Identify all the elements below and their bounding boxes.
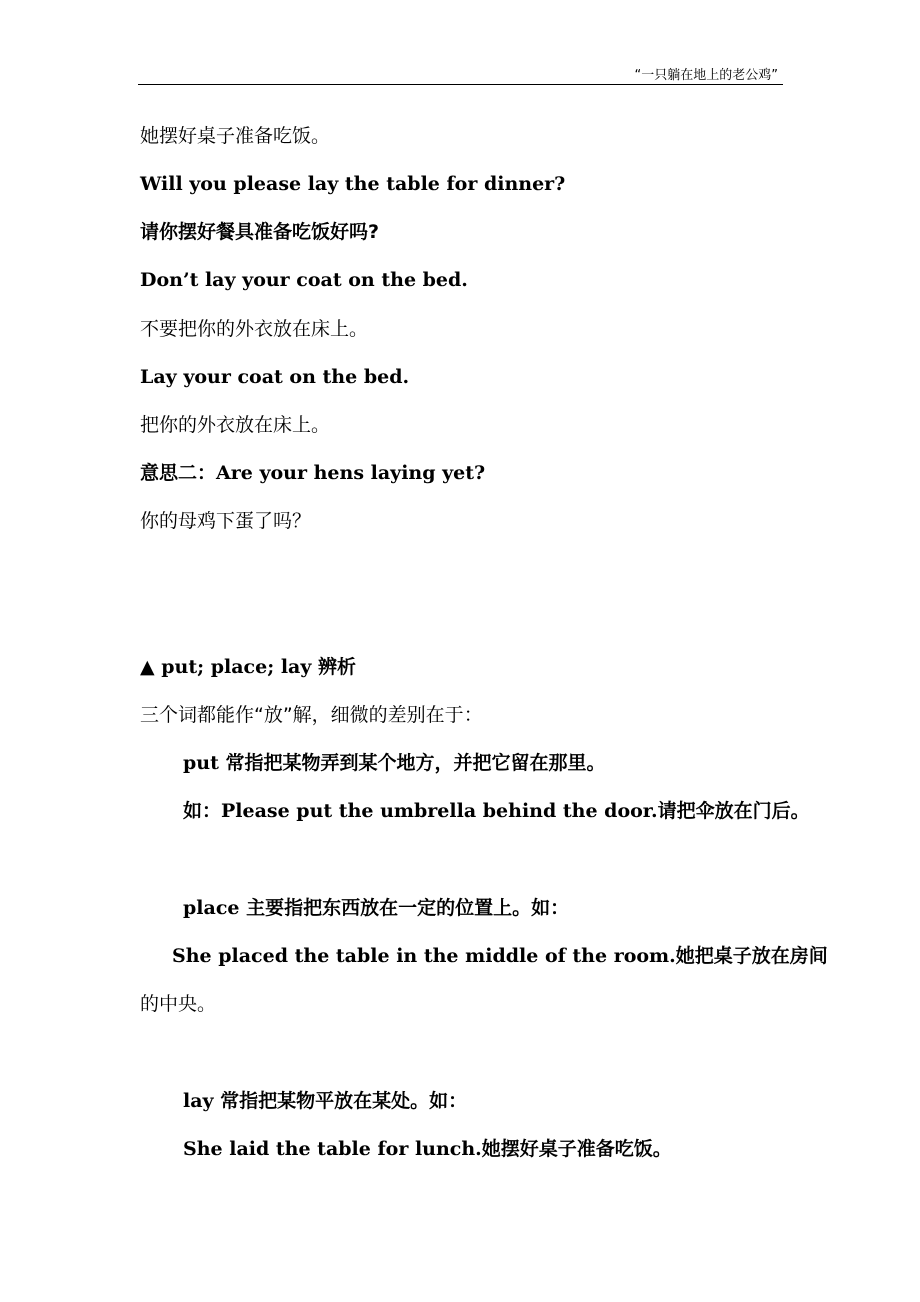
page-header-title: “一只躺在地上的老公鸡” <box>634 68 778 83</box>
text-line: Don’t lay your coat on the bed. <box>140 269 468 291</box>
header-rule <box>138 84 783 85</box>
lay-definition: lay 常指把某物平放在某处。如： <box>183 1090 468 1112</box>
text-line: 意思二：Are your hens laying yet? <box>140 462 486 484</box>
put-example: 如：Please put the umbrella behind the door.请把伞放在门后。 <box>183 800 810 822</box>
text-line: Will you please lay the table for dinner? <box>140 173 566 195</box>
section-heading: ▲ put; place; lay 辨析 <box>140 656 357 678</box>
text-line: 她摆好桌子准备吃饭。 <box>140 125 331 147</box>
text-line: 请你摆好餐具准备吃饭好吗? <box>140 221 380 243</box>
place-definition: place 主要指把东西放在一定的位置上。如： <box>183 897 570 919</box>
place-example-line2: 的中央。 <box>140 993 217 1015</box>
lay-example: She laid the table for lunch.她摆好桌子准备吃饭。 <box>183 1138 672 1160</box>
text-line: Lay your coat on the bed. <box>140 366 410 388</box>
place-example-line1: She placed the table in the middle of the room.她把桌子放在房间 <box>172 945 828 967</box>
text-line: 你的母鸡下蛋了吗？ <box>140 510 312 532</box>
section-intro: 三个词都能作“放”解，细微的差别在于： <box>140 704 483 726</box>
put-definition: put 常指把某物弄到某个地方，并把它留在那里。 <box>183 752 606 774</box>
text-line: 把你的外衣放在床上。 <box>140 414 331 436</box>
text-line: 不要把你的外衣放在床上。 <box>140 318 369 340</box>
